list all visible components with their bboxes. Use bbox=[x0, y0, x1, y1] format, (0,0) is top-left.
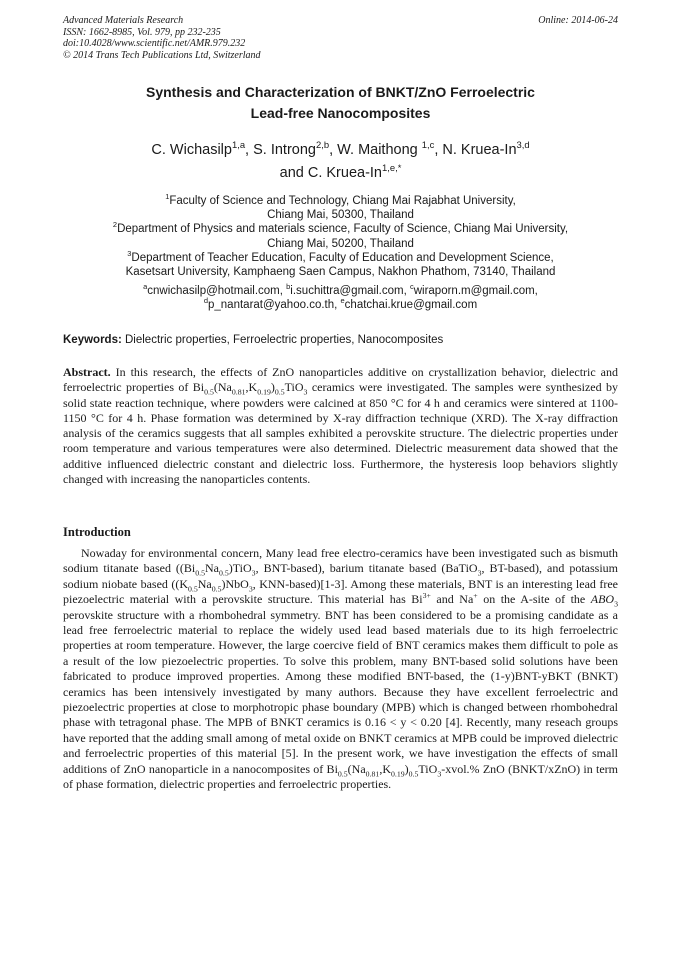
intro-text: ,K bbox=[379, 761, 391, 776]
abstract-label: Abstract. bbox=[63, 365, 111, 379]
introduction-paragraph bbox=[63, 546, 618, 793]
author-line-1 bbox=[63, 139, 618, 162]
subscript: 0.5 bbox=[219, 568, 229, 578]
author-name: C. Wichasilp bbox=[151, 142, 232, 158]
intro-text: -xvol.% ZnO (BNKT/xZnO) in term of phase formation, dielectric properties and ferroelectric properties. bbox=[63, 761, 618, 792]
intro-text: ) bbox=[404, 761, 409, 776]
keywords bbox=[63, 333, 618, 347]
subscript: 0.81 bbox=[365, 769, 380, 779]
abstract-text: ,K bbox=[245, 380, 258, 395]
subscript: 0.5 bbox=[337, 769, 348, 779]
subscript: 0.5 bbox=[211, 584, 222, 594]
intro-text: Na bbox=[197, 576, 212, 591]
affil-number: 3 bbox=[127, 248, 132, 258]
abstract bbox=[63, 365, 618, 487]
intro-text: )TiO bbox=[228, 561, 252, 576]
subscript: 0.19 bbox=[390, 769, 405, 779]
affiliation-1 bbox=[63, 194, 618, 208]
email-mark: c bbox=[409, 282, 414, 292]
subscript: 0.19 bbox=[257, 387, 271, 397]
email-address: i.suchittra@gmail.com, bbox=[290, 285, 410, 297]
intro-text: Nowaday for environmental concern, Many lead free electro-ceramics have been investigated such as bismuth sodium titanate based ((Bi bbox=[63, 546, 618, 576]
abstract-text: In this research, the effects of ZnO nanoparticles additive on crystallization behavior, dielectric and ferroelectric properties of Bi bbox=[63, 365, 618, 395]
affil-text: Department of Teacher Education, Faculty of Education and Development Science, bbox=[131, 251, 554, 264]
affil-number: 1 bbox=[165, 192, 170, 202]
subscript: 3 bbox=[251, 568, 256, 578]
paper-title bbox=[63, 82, 618, 124]
subscript: 3 bbox=[437, 769, 442, 779]
subscript: 0.5 bbox=[408, 769, 419, 779]
abstract-text: ceramics were investigated. The samples were synthesized by solid state reaction technique, where powders were calcined at 850 °C for 4 h and ceramics were sintered at 1100-1150 °C for 4 h. Phase formation was determined by X-ray diffraction technique (XRD). The X-ray diffraction analysis of the ceramics suggests that all samples exhibited a perovskite structure. The dielectric properties under room temperature and various temperatures were also determined. Dielectric measurement data showed that the additive influenced dielectric constant and dielectric loss. Furthermore, the hysteresis loop behaviors slightly changed with increasing the nanoparticles contents. bbox=[63, 380, 618, 487]
author-line-2 bbox=[63, 162, 618, 185]
journal-header bbox=[63, 15, 618, 61]
email-mark: b bbox=[286, 282, 291, 292]
intro-text: TiO bbox=[418, 761, 438, 776]
intro-text: (Na bbox=[347, 761, 366, 776]
email-address: chatchai.krue@gmail.com bbox=[344, 298, 478, 311]
affil-text: Department of Physics and materials science, Faculty of Science, Chiang Mai University, bbox=[117, 223, 569, 236]
online-date: Online: 2014-06-24 bbox=[538, 15, 618, 26]
intro-text: perovskite structure with a rhombohedral symmetry. BNT has been considered to be a promising candidate as a lead free ferroelectric material to replace the widely used lead based materials due to its high ferroelectric properties at room temperature. However, the large coercive field of BNT ceramics makes them difficult to pole as a result of the low piezoelectric properties. To solve this problem, many BNT-based solid solutions have been fabricated to produce improved properties. Among these modified BNT-based, the (1-y)BNT-yBKT (BNKT) ceramics has been intensively investigated by many authors. Because they have excellent ferroelectric and piezoelectric properties at close to morphotropic phase boundary (MPB) which is changed between rhombohedral phase with tetragonal phase. The MPB of BNKT ceramics is 0.16 < y < 0.20 [4]. Recently, many reseach groups have reported that the adding small among of metal oxide on BNKT ceramics at MPB could be improved dielectric and ferroelectric properties of this material [5]. In the present work, we have investigation the effects of small additions of ZnO nanoparticle in a nanocomposites of Bi bbox=[63, 607, 618, 776]
intro-text: )NbO bbox=[221, 576, 249, 591]
subscript: 0.5 bbox=[204, 387, 214, 397]
italic-formula: ABO bbox=[590, 592, 615, 607]
subscript: 3 bbox=[248, 584, 253, 594]
section-heading-introduction: Introduction bbox=[63, 525, 131, 539]
subscript: 0.5 bbox=[274, 387, 285, 397]
affiliation-2 bbox=[63, 222, 618, 236]
email-address: p_nantarat@yahoo.co.th, bbox=[208, 298, 341, 311]
email-address: cnwichasilp@hotmail.com, bbox=[147, 285, 287, 297]
subscript: 3 bbox=[477, 568, 482, 578]
email-list bbox=[63, 282, 618, 312]
subscript: 3 bbox=[303, 387, 308, 397]
affiliation-2-city: Chiang Mai, 50200, Thailand bbox=[267, 237, 414, 250]
author-affil: 2,b bbox=[315, 139, 330, 151]
email-mark: e bbox=[340, 295, 345, 305]
doi-line: doi:10.4028/www.scientific.net/AMR.979.232 bbox=[63, 38, 246, 49]
author-name: , S. Introng bbox=[245, 142, 316, 158]
subscript: 0.5 bbox=[188, 584, 198, 594]
affiliations bbox=[63, 194, 618, 279]
author-affil: 3,d bbox=[516, 139, 530, 151]
copyright-line: © 2014 Trans Tech Publications Ltd, Switzerland bbox=[63, 49, 261, 61]
intro-text: , KNN-based)[1-3]. Among these materials, BNT is an interesting lead free piezoelectric material with a perovskite structure. This material has Bi bbox=[63, 576, 618, 607]
intro-text: , BNT-based), barium titanate based (BaTiO bbox=[255, 561, 478, 576]
subscript: 3 bbox=[614, 599, 618, 609]
intro-text: Na bbox=[205, 561, 220, 576]
affil-text: Faculty of Science and Technology, Chiang Mai Rajabhat University, bbox=[169, 195, 516, 207]
author-affil: 1,c bbox=[421, 139, 435, 151]
abstract-text: (Na bbox=[213, 380, 232, 395]
affiliation-3 bbox=[63, 248, 618, 265]
keywords-text: Dielectric properties, Ferroelectric properties, Nanocomposites bbox=[121, 334, 444, 346]
title-line-2: Lead-free Nanocomposites bbox=[250, 105, 431, 121]
intro-text: and Na bbox=[430, 592, 474, 607]
email-address: wiraporn.m@gmail.com, bbox=[413, 285, 538, 297]
email-mark: d bbox=[203, 295, 208, 305]
author-list bbox=[63, 139, 618, 185]
keywords-label: Keywords: bbox=[63, 334, 122, 346]
journal-name: Advanced Materials Research bbox=[63, 15, 184, 26]
superscript: 3+ bbox=[422, 591, 431, 601]
superscript: + bbox=[473, 591, 478, 601]
affiliation-3-city: Kasetsart University, Kamphaeng Saen Campus, Nakhon Phathom, 73140, Thailand bbox=[125, 266, 556, 279]
author-name: and C. Kruea-In bbox=[279, 165, 382, 181]
issn-line: ISSN: 1662-8985, Vol. 979, pp 232-235 bbox=[63, 26, 221, 38]
author-name: , W. Maithong bbox=[329, 142, 422, 158]
subscript: 0.5 bbox=[195, 568, 206, 578]
affil-number: 2 bbox=[112, 220, 118, 230]
email-mark: a bbox=[143, 282, 148, 292]
abstract-text: TiO bbox=[284, 380, 304, 395]
abstract-text: ) bbox=[270, 380, 275, 395]
affiliation-1-city: Chiang Mai, 50300, Thailand bbox=[267, 209, 414, 222]
author-affil: 1,e,* bbox=[382, 162, 402, 174]
title-line-1: Synthesis and Characterization of BNKT/ZnO Ferroelectric bbox=[146, 84, 535, 100]
intro-text: , BT-based), and potassium sodium niobate based ((K bbox=[63, 561, 618, 591]
author-affil: 1,a bbox=[231, 139, 246, 151]
email-line-2 bbox=[63, 295, 618, 313]
author-name: , N. Kruea-In bbox=[434, 142, 517, 158]
intro-text: on the A-site of the bbox=[477, 592, 591, 607]
subscript: 0.81 bbox=[231, 387, 246, 397]
